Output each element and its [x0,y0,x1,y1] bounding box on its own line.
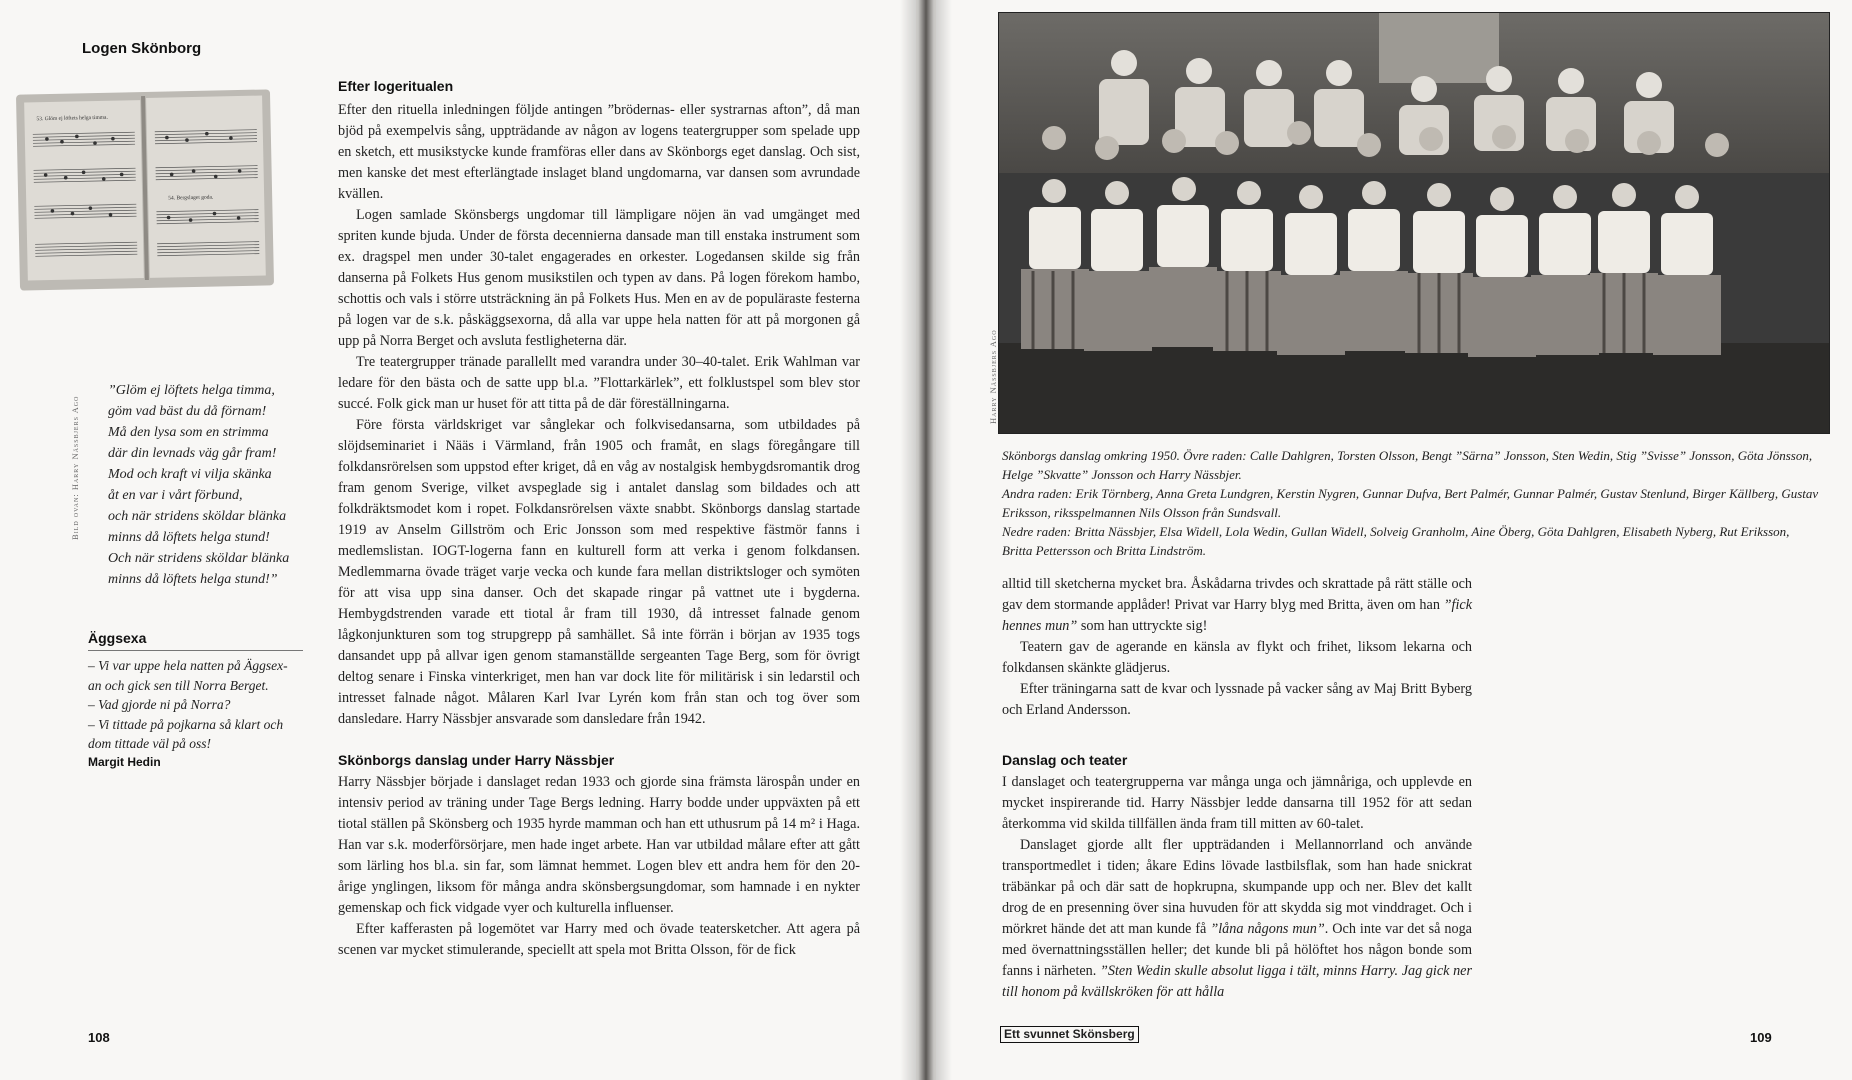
body-column-2 [338,772,860,961]
right-body-2 [1002,772,1472,1003]
aggsexa-text [88,656,288,754]
quote: ”låna någons mun” [1210,921,1325,937]
poem-line: ”Glöm ej löftets helga timma, [108,383,275,398]
aggsexa-author: Margit Hedin [88,755,161,769]
paragraph: Efter kafferasten på logemötet var Harry med och övade teatersketcher. Att agera på scenen var mycket stimulerande, speciellt att spela mot Britta Olsson, för de fick [338,921,860,958]
song1-title: 53. Glöm ej löftets helga timma. [36,114,108,123]
poem [108,380,289,590]
body-column-1 [338,100,860,730]
left-page [0,0,916,1080]
paragraph [1002,835,1472,1003]
aggsexa-line: – Vi tittade på pojkarna så klart och [88,716,284,732]
paragraph-text: som han uttryckte sig! [1077,618,1208,634]
poem-line: minns då löftets helga stund! [108,530,270,545]
paragraph: Före första världskriget var sånglekar och folkvisedansarna, som utbildades på slöjdseminariet i Nääs i Värmland, från 1905 och framåt, en slags föregångare till folkdansrörelsen som uppstod efter kriget, då en våg av nostalgisk hembygdsromantik drog fram genom Sverige, vilket avspeglade sig i antalet danslag som bildades och att folkdräktsmodet kom i ropet. Folkdansrörelsen växte snabbt. Skönborgs danslag startade 1919 av Anselm Gillström och Eric Jonsson som med respektive fästmör fanns i medlemslistan. IOGT-logerna fann en kulturell form att verka i genom folkdansen. Medlemmarna övade träget varje vecka och kunde fara mellan distriktsloger och symöten för att visa upp sina danser. Och det skapade ringar på vattnet ute i bygderna. Hembygdstrenden varade ett tiotal år fram till 1930, då intresset falnade genom lågkonjunkturen som tog strupgrepp på samhället. Så inte förrän i början av 1935 togs dansandet upp på allvar igen genom stamanställde sergeanten Tage Berg, som för övrigt deltog senare i Finska vinterkriget, men han var dock lite för militärisk i sin ledarstil och intresset falnade något. Målaren Karl Ivar Lyrén kom från stan och tog över som dansledare. Harry Nässbjer ansvarade som dansledare från 1942. [338,417,860,727]
paragraph-text: alltid till sketcherna mycket bra. Åskådarna trivdes och skrattade på rätt ställe och gav dem stormande applåder! Privat var Harry blyg med Britta, även om han [1002,576,1472,613]
caption-top-row: Skönborgs danslag omkring 1950. Övre raden: Calle Dahlgren, Torsten Olsson, Bengt ”Särna” Jonsson, Sten Wedin, Stig ”Svisse” Jonsson, Göta Jönsson, Helge ”Skvatte” Jonsson och Harry Nässbjer. [1002,448,1813,482]
songbook-photo [16,89,274,290]
poem-line: och när stridens sköldar blänka [108,509,287,524]
poem-line: där din levnads väg går fram! [108,446,277,461]
paragraph: Harry Nässbjer började i danslaget redan 1933 och gjorde sina främsta lärospån under en intensiv period av träning under Tage Bergs ledning. Harry bodde under uppväxten på ett tiotal ställen på Skönsberg och 1935 hyrde mamman och han ett uthusrum på 14 m² i Haga. Han var s.k. moderförsörjare, men hade inget arbete. Han var utbildad målare efter att gått som lärling hos bl.a. sin far, som lämnat hemmet. Logen blev ett andra hem för den 20-årige ynglingen, liksom för många andra skönsbergsungdomar, som hamnade i en nykter gemenskap och fick vidgade vyer och kulturella influenser. [338,774,860,916]
quote: ”fick hennes mun” [1002,597,1472,634]
book-gutter [900,0,952,1080]
poem-line: minns då löftets helga stund!” [108,572,278,587]
poem-line: göm vad bäst du då förnam! [108,404,267,419]
page-number-left: 108 [88,1030,110,1045]
aggsexa-line: – Vi var uppe hela natten på Äggsex- [88,658,288,673]
song2-title: 54. Bergslaget goda. [168,194,214,202]
book-title-footer: Ett svunnet Skönsberg [1000,1026,1139,1043]
caption-second-row: Andra raden: Erik Törnberg, Anna Greta Lundgren, Kerstin Nygren, Gunnar Dufva, Bert Palmér, Gunnar Palmér, Gustav Stenlund, Birger Källberg, Gustav Eriksson, riksspelmannen Nils Olsson från Sundsvall. [1002,486,1819,520]
caption-bottom-row: Nedre raden: Britta Nässbjer, Elsa Widell, Lola Wedin, Gullan Widell, Solveig Granholm, Aine Öberg, Göta Dahlgren, Elisabeth Nyberg, Rut Eriksson, Britta Pettersson och Britta Lindström. [1002,524,1790,558]
dancer-figures [999,13,1829,433]
heading-danslag-teater: Danslag och teater [1002,752,1128,768]
photo-credit-right: Harry Nässbjers Ago [988,329,998,424]
aggsexa-line: – Vad gjorde ni på Norra? [88,697,231,712]
poem-line: Och när stridens sköldar blänka [108,551,290,566]
paragraph [1002,574,1472,637]
paragraph: Teatern gav de agerande en känsla av flykt och frihet, liksom lekarna och folkdansen skänkte glädjerus. [1002,639,1472,676]
poem-line: åt en var i vårt förbund, [108,488,243,503]
paragraph: I danslaget och teatergrupperna var många unga och jämnåriga, och upplevde en mycket inspirerande tid. Harry Nässbjer ledde dansarna till 1952 för att sedan återkomma vid skilda tillfällen ända fram till mitten av 60-talet. [1002,774,1472,832]
paragraph: Efter den rituella inledningen följde antingen ”brödernas- eller systrarnas afton”, då man bjöd på exempelvis sång, uppträdande av någon av logens teatergrupper som spelade upp en sketch, ett musikstycke kunde framföras eller dans av Skönborgs eget danslag. Och sist, men kanske det mest efterlängtade inslaget bland ungdomarna, var dansen som avrundade kvällen. [338,102,860,202]
quote: ”Sten Wedin skulle absolut ligga i tält, minns Harry. Jag gick ner till honom på kvällskröken för att hålla [1002,963,1472,1000]
paragraph-text: Danslaget gjorde allt fler uppträdanden i Mellannorrland och använde transportmedlet i tiden; åkare Edins lövade lastbilsflak, som han hade snickrat träbänkar på och där satt de hopkrupna, skumpande upp och ner. Blev det kallt drog de en presenning över sina huvuden för att skydda sig mot vinddraget. Och i mörkret hände det att man kunde få [1002,837,1472,937]
paragraph: Tre teatergrupper tränade parallellt med varandra under 30–40-talet. Erik Wahlman var ledare för den bästa och de satte upp bl.a. ”Flottarkärlek”, ett folklustspel som blev stor succé. Folk gick man ur huset för att titta på de där föreställningarna. [338,354,860,412]
section-title: Logen Skönborg [82,40,202,57]
paragraph: Efter träningarna satt de kvar och lyssnade på vacker sång av Maj Britt Byberg och Erland Andersson. [1002,681,1472,718]
right-body-1 [1002,574,1472,721]
aggsexa-rule [88,650,303,651]
right-page [936,0,1852,1080]
paragraph-text: . Och inte var det så noga med övernattningsställen heller; det kunde bli på hölöftet hos någon bonde som fanns i närheten. [1002,921,1472,979]
poem-line: Mod och kraft vi vilja skänka [108,467,272,482]
photo-credit: Bild ovan: Harry Nässbjers Ago [70,395,80,540]
aggsexa-heading: Äggsexa [88,630,147,646]
poem-line: Må den lysa som en strimma [108,425,269,440]
aggsexa-line: an och gick sen till Norra Berget. [88,677,269,693]
photo-caption [1002,446,1822,560]
heading-danslag-nassbjer: Skönborgs danslag under Harry Nässbjer [338,752,615,768]
aggsexa-line: dom tittade väl på oss! [88,736,211,751]
paragraph: Logen samlade Skönsbergs ungdomar till lämpligare nöjen än vad umgänget med spriten kunde bjuda. Under de första decennierna dansade man till enstaka instrument som ex. dragspel men under 30-talet engagerades en orkester. Logedansen skilde sig från danserna på Folkets Hus genom musikstilen och typen av dans. På logen förekom hambo, schottis och vals i större utsträckning än på Folkets Hus. Men en av de populäraste festerna på logen var de s.k. påskäggsexorna, då alla var uppe hela natten för att på morgonen gå upp på Norra Berget och avsluta festligheterna där. [338,207,860,349]
heading-efter-logeritualen: Efter logeritualen [338,78,454,94]
danslag-group-photo [998,12,1830,434]
page-number-right: 109 [1750,1030,1772,1045]
